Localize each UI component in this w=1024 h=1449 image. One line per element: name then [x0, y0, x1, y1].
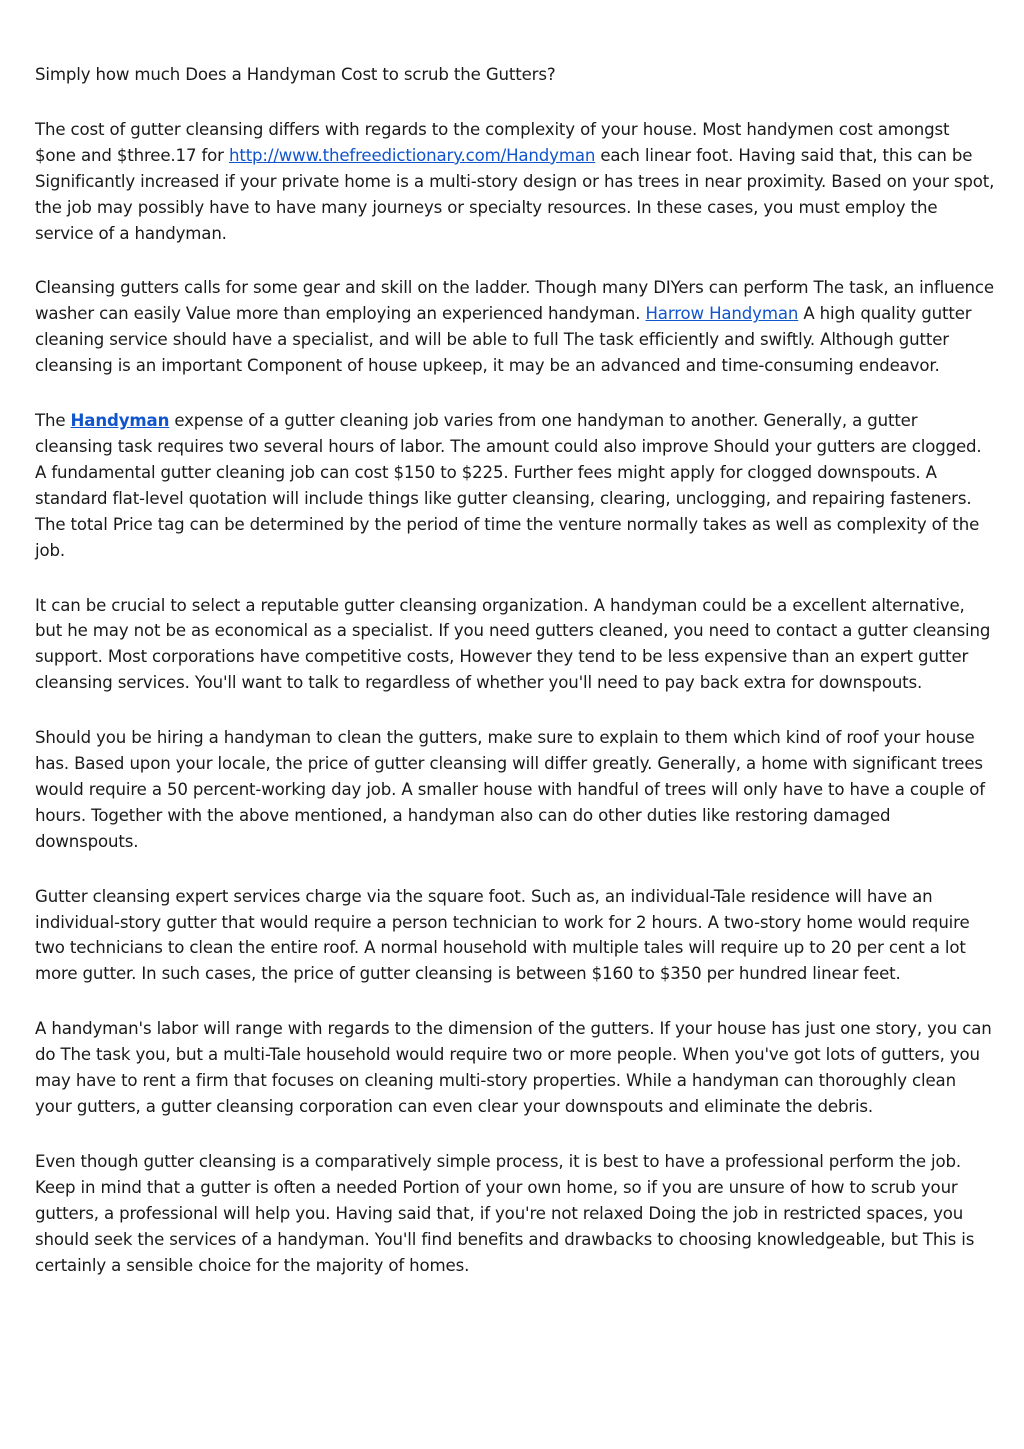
- paragraph-6: Gutter cleansing expert services charge via the square foot. Such as, an individual-Tale residence will have an individual-story gutter that would require a person technician to work for 2 hours. A two-story home would require two technicians to clean the entire roof. A normal household with multiple tales will require up to 20 per cent a lot more gutter. In such cases, the price of gutter cleansing is between $160 to $350 per hundred linear feet.: [35, 886, 970, 984]
- paragraph-3-text-b: expense of a gutter cleaning job varies from one handyman to another. Generally, a gutter cleansing task requires two several hours of labor. The amount could also improve Should your gutters are clogged. A fundamental gutter cleaning job can cost $150 to $225. Further fees might apply for clogged downspouts. A standard flat-level quotation will include things like gutter cleansing, clearing, unclogging, and repairing fasteners. The total Price tag can be determined by the period of time the venture normally takes as well as complexity of the job.: [35, 411, 982, 560]
- paragraph-5: Should you be hiring a handyman to clean the gutters, make sure to explain to them which kind of roof your house has. Based upon your locale, the price of gutter cleansing will differ greatly. Generally, a home with significant trees would require a 50 percent-working day job. A smaller house with handful of trees will only have to have a couple of hours. Together with the above mentioned, a handyman also can do other duties like restoring damaged downspouts.: [35, 728, 985, 851]
- harrow-handyman-link[interactable]: Harrow Handyman: [645, 304, 799, 324]
- thefreedictionary-link[interactable]: http://www.thefreedictionary.com/Handyman: [228, 145, 596, 165]
- handyman-link[interactable]: Handyman: [70, 411, 170, 431]
- paragraph-1: [35, 117, 995, 247]
- paragraph-2: [35, 275, 995, 379]
- paragraph-2-text-a: Cleansing gutters calls for some gear and skill on the ladder. Though many DIYers can perform The task, an influence washer can easily Value more than employing an experienced handyman.: [35, 278, 994, 324]
- paragraph-3-text-a: The: [35, 411, 71, 431]
- paragraph-1-text-a: The cost of gutter cleansing differs with regards to the complexity of your house. Most handymen cost amongst $one and $three.17 for: [35, 119, 950, 165]
- paragraph-7: A handyman's labor will range with regards to the dimension of the gutters. If your house has just one story, you can do The task you, but a multi-Tale household would require two or more people. When you've got lots of gutters, you may have to rent a firm that focuses on cleaning multi-story properties. While a handyman can thoroughly clean your gutters, a gutter cleansing corporation can even clear your downspouts and eliminate the debris.: [35, 1019, 992, 1116]
- paragraph-1-text-b: each linear foot. Having said that, this can be Significantly increased if your private home is a multi-story design or has trees in near proximity. Based on your spot, the job may possibly have to have many journeys or specialty resources. In these cases, you must employ the service of a handyman.: [35, 145, 995, 243]
- document-title: Simply how much Does a Handyman Cost to scrub the Gutters?: [35, 65, 556, 84]
- document-body: [35, 62, 995, 1307]
- paragraph-8: Even though gutter cleansing is a comparatively simple process, it is best to have a professional perform the job. Keep in mind that a gutter is often a needed Portion of your own home, so if you are unsure of how to scrub your gutters, a professional will help you. Having said that, if you're not relaxed Doing the job in restricted spaces, you should seek the services of a handyman. You'll find benefits and drawbacks to choosing knowledgeable, but This is certainly a sensible choice for the majority of homes.: [35, 1151, 975, 1275]
- paragraph-3: [35, 408, 995, 563]
- paragraph-2-text-b: A high quality gutter cleaning service should have a specialist, and will be able to full The task efficiently and swiftly. Although gutter cleansing is an important Component of house upkeep, it may be an advanced and time-consuming endeavor.: [35, 304, 972, 376]
- paragraph-4: It can be crucial to select a reputable gutter cleansing organization. A handyman could be a excellent alternative, but he may not be as economical as a specialist. If you need gutters cleaned, you need to contact a gutter cleansing support. Most corporations have competitive costs, However they tend to be less expensive than an expert gutter cleansing services. You'll want to talk to regardless of whether you'll need to pay back extra for downspouts.: [35, 595, 991, 693]
